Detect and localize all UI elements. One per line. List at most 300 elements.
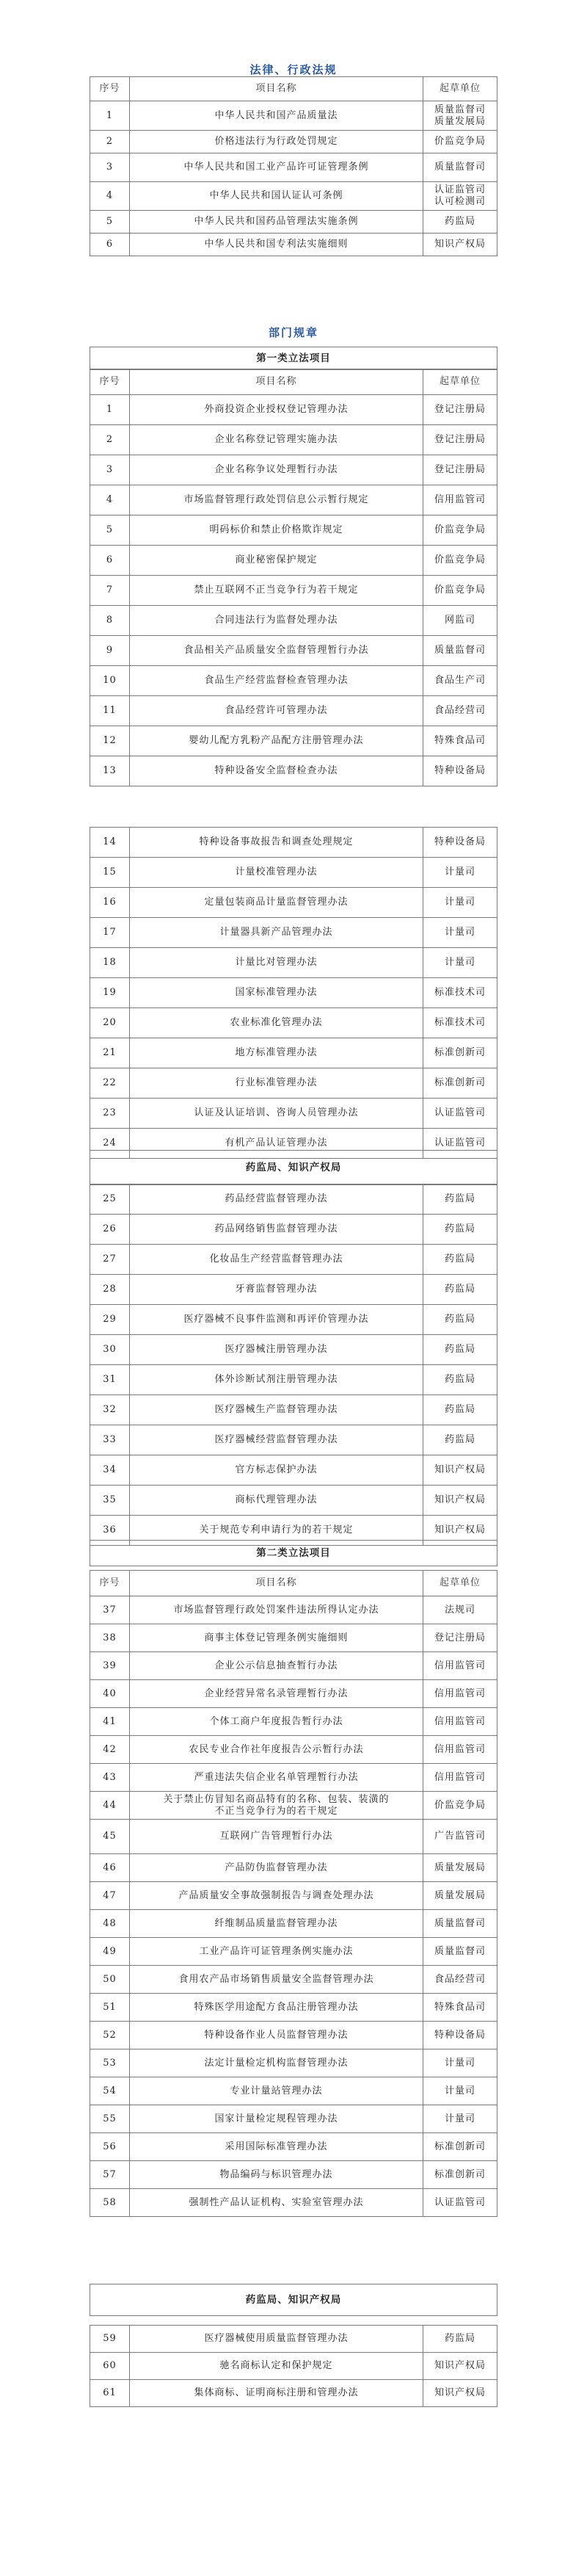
- table-row: [90, 666, 497, 696]
- row-unit: 价监竞争局: [423, 546, 497, 576]
- row-name: 中华人民共和国专利法实施细则: [130, 234, 423, 256]
- table-body: [90, 828, 497, 1159]
- row-name: 婴幼儿配方乳粉产品配方注册管理办法: [130, 726, 423, 756]
- row-seq: 58: [90, 2189, 130, 2217]
- row-seq: 6: [90, 546, 130, 576]
- table-row: [90, 1596, 497, 1624]
- row-seq: 3: [90, 455, 130, 485]
- row-seq: 6: [90, 234, 130, 256]
- row-unit: 计量司: [423, 918, 497, 948]
- row-unit: 特种设备局: [423, 828, 497, 858]
- row-name: 医疗器械生产监督管理办法: [130, 1395, 423, 1425]
- row-name: 工业产品许可证管理条例实施办法: [130, 1938, 423, 1966]
- table-row: [90, 1966, 497, 1994]
- row-name: 农民专业合作社年度报告公示暂行办法: [130, 1736, 423, 1764]
- row-name: 药品网络销售监督管理办法: [130, 1215, 423, 1245]
- row-seq: 40: [90, 1680, 130, 1708]
- row-seq: 51: [90, 1994, 130, 2022]
- row-seq: 20: [90, 1008, 130, 1038]
- row-unit: 信用监管司: [423, 1736, 497, 1764]
- header-name: 项目名称: [130, 369, 423, 395]
- row-name: 认证及认证培训、咨询人员管理办法: [130, 1099, 423, 1129]
- row-seq: 46: [90, 1854, 130, 1882]
- table-header-row: [90, 369, 497, 395]
- table-row: [90, 1882, 497, 1910]
- row-seq: 53: [90, 2049, 130, 2077]
- row-seq: 47: [90, 1882, 130, 1910]
- row-unit: 价监竞争局: [423, 515, 497, 546]
- table-body: [90, 1184, 497, 1546]
- row-unit: 质量监督司: [423, 1910, 497, 1938]
- row-unit: 标准创新司: [423, 2133, 497, 2161]
- table-row: [90, 978, 497, 1008]
- row-unit: 质量发展局: [423, 1854, 497, 1882]
- group-title: 第二类立法项目: [90, 1541, 497, 1566]
- row-unit: 知识产权局: [423, 1486, 497, 1516]
- table-row: [90, 1215, 497, 1245]
- row-name: 食用农产品市场销售质量安全监督管理办法: [130, 1966, 423, 1994]
- row-name: 计量校准管理办法: [130, 858, 423, 888]
- table-row: [90, 1994, 497, 2022]
- row-unit: 计量司: [423, 858, 497, 888]
- header-seq: 序号: [90, 1571, 130, 1596]
- table-row: [90, 1764, 497, 1792]
- table-body: [90, 1571, 497, 2217]
- row-name: 定量包装商品计量监督管理办法: [130, 888, 423, 918]
- row-unit: 认证监管司 认可检测司: [423, 182, 497, 211]
- row-seq: 1: [90, 395, 130, 425]
- group2-table-a: [90, 1570, 497, 2217]
- row-seq: 15: [90, 858, 130, 888]
- row-name: 中华人民共和国产品质量法: [130, 101, 423, 131]
- table-row: [90, 2049, 497, 2077]
- row-unit: 价监竞争局: [423, 576, 497, 606]
- row-name: 驰名商标认定和保护规定: [130, 2353, 423, 2380]
- row-name: 体外诊断试剂注册管理办法: [130, 1365, 423, 1395]
- row-seq: 31: [90, 1365, 130, 1395]
- table-header-row: [90, 77, 497, 101]
- row-seq: 43: [90, 1764, 130, 1792]
- group2-subgroup-title-table: [90, 2284, 497, 2316]
- row-unit: 计量司: [423, 888, 497, 918]
- group1-table-c: [90, 1184, 497, 1546]
- row-unit: 特殊食品司: [423, 1994, 497, 2022]
- row-seq: 24: [90, 1129, 130, 1159]
- row-unit: 信用监管司: [423, 1680, 497, 1708]
- table-row: [90, 1008, 497, 1038]
- section-title-rules: 部门规章: [268, 326, 318, 339]
- table-row: [90, 888, 497, 918]
- row-seq: 56: [90, 2133, 130, 2161]
- row-name: 中华人民共和国认证认可条例: [130, 182, 423, 211]
- table-row: [90, 1335, 497, 1365]
- row-seq: 8: [90, 606, 130, 636]
- row-name: 严重违法失信企业名单管理暂行办法: [130, 1764, 423, 1792]
- row-unit: 药监局: [423, 1184, 497, 1215]
- table-row: [90, 1099, 497, 1129]
- row-name: 中华人民共和国药品管理法实施条例: [130, 211, 423, 234]
- row-seq: 37: [90, 1596, 130, 1624]
- row-name: 化妆品生产经营监督管理办法: [130, 1245, 423, 1275]
- header-unit: 起草单位: [423, 369, 497, 395]
- row-seq: 41: [90, 1708, 130, 1736]
- row-unit: 药监局: [423, 1275, 497, 1305]
- row-unit: 质量发展局: [423, 1882, 497, 1910]
- table-row: [90, 1425, 497, 1455]
- row-unit: 认证监管司: [423, 1129, 497, 1159]
- row-unit: 价监竞争局: [423, 131, 497, 153]
- row-name: 医疗器械使用质量监督管理办法: [130, 2326, 423, 2353]
- row-name: 食品相关产品质量安全监督管理暂行办法: [130, 636, 423, 666]
- table-row: [90, 918, 497, 948]
- table-row: [90, 2105, 497, 2133]
- row-unit: 信用监管司: [423, 1652, 497, 1680]
- table-row: [90, 1792, 497, 1820]
- row-name: 外商投资企业授权登记管理办法: [130, 395, 423, 425]
- row-seq: 5: [90, 515, 130, 546]
- row-seq: 7: [90, 576, 130, 606]
- table-row: [90, 1184, 497, 1215]
- row-unit: 药监局: [423, 1335, 497, 1365]
- row-name: 国家标准管理办法: [130, 978, 423, 1008]
- header-unit: 起草单位: [423, 77, 497, 101]
- row-name: 强制性产品认证机构、实验室管理办法: [130, 2189, 423, 2217]
- row-seq: 21: [90, 1038, 130, 1068]
- row-seq: 11: [90, 696, 130, 726]
- row-unit: 标准创新司: [423, 2161, 497, 2189]
- row-name: 中华人民共和国工业产品许可证管理条例: [130, 153, 423, 182]
- row-unit: 计量司: [423, 2077, 497, 2105]
- table-row: [90, 1486, 497, 1516]
- table-row: [90, 1680, 497, 1708]
- row-unit: 知识产权局: [423, 234, 497, 256]
- row-unit: 法规司: [423, 1596, 497, 1624]
- header-name: 项目名称: [130, 77, 423, 101]
- row-seq: 55: [90, 2105, 130, 2133]
- row-unit: 特种设备局: [423, 756, 497, 786]
- row-name: 关于规范专利申请行为的若干规定: [130, 1516, 423, 1546]
- row-unit: 质量监督司: [423, 636, 497, 666]
- table-row: [90, 756, 497, 786]
- table-row: [90, 2189, 497, 2217]
- table-row: [90, 2380, 497, 2407]
- row-name: 计量器具新产品管理办法: [130, 918, 423, 948]
- table-row: [90, 1820, 497, 1854]
- row-unit: 登记注册局: [423, 425, 497, 455]
- table-body: [90, 2326, 497, 2407]
- row-seq: 19: [90, 978, 130, 1008]
- row-name: 商事主体登记管理条例实施细则: [130, 1624, 423, 1652]
- row-unit: 药监局: [423, 1245, 497, 1275]
- row-name: 禁止互联网不正当竞争行为若干规定: [130, 576, 423, 606]
- row-seq: 45: [90, 1820, 130, 1854]
- row-seq: 25: [90, 1184, 130, 1215]
- row-unit: 食品经营司: [423, 696, 497, 726]
- table-row: [90, 2353, 497, 2380]
- row-seq: 30: [90, 1335, 130, 1365]
- row-seq: 18: [90, 948, 130, 978]
- row-name: 商标代理管理办法: [130, 1486, 423, 1516]
- row-name: 食品生产经营监督检查管理办法: [130, 666, 423, 696]
- table-row: [90, 182, 497, 211]
- row-unit: 知识产权局: [423, 2380, 497, 2407]
- table-body: [90, 77, 497, 256]
- table-row: [90, 485, 497, 515]
- row-seq: 32: [90, 1395, 130, 1425]
- row-seq: 12: [90, 726, 130, 756]
- row-seq: 60: [90, 2353, 130, 2380]
- row-unit: 计量司: [423, 2049, 497, 2077]
- row-seq: 35: [90, 1486, 130, 1516]
- row-name: 集体商标、证明商标注册和管理办法: [130, 2380, 423, 2407]
- row-unit: 知识产权局: [423, 1455, 497, 1486]
- table-row: [90, 726, 497, 756]
- row-seq: 5: [90, 211, 130, 234]
- table-body: [90, 369, 497, 786]
- row-unit: 计量司: [423, 948, 497, 978]
- row-name: 医疗器械注册管理办法: [130, 1335, 423, 1365]
- row-name: 企业经营异常名录管理暂行办法: [130, 1680, 423, 1708]
- row-name: 官方标志保护办法: [130, 1455, 423, 1486]
- group1-subgroup-title-table: [90, 1150, 497, 1185]
- row-unit: 食品经营司: [423, 1966, 497, 1994]
- row-seq: 27: [90, 1245, 130, 1275]
- row-unit: 知识产权局: [423, 1516, 497, 1546]
- row-unit: 药监局: [423, 1215, 497, 1245]
- row-seq: 48: [90, 1910, 130, 1938]
- row-name: 牙膏监督管理办法: [130, 1275, 423, 1305]
- row-name: 企业公示信息抽查暂行办法: [130, 1652, 423, 1680]
- table-row: [90, 131, 497, 153]
- group2-table-b: [90, 2325, 497, 2407]
- row-unit: 信用监管司: [423, 1708, 497, 1736]
- row-seq: 2: [90, 131, 130, 153]
- row-seq: 3: [90, 153, 130, 182]
- table-row: [90, 1365, 497, 1395]
- table-row: [90, 1854, 497, 1882]
- row-name: 地方标准管理办法: [130, 1038, 423, 1068]
- header-seq: 序号: [90, 77, 130, 101]
- row-name: 明码标价和禁止价格欺诈规定: [130, 515, 423, 546]
- table-row: [90, 425, 497, 455]
- row-name: 有机产品认证管理办法: [130, 1129, 423, 1159]
- row-unit: 药监局: [423, 1365, 497, 1395]
- row-seq: 9: [90, 636, 130, 666]
- row-name: 市场监督管理行政处罚案件违法所得认定办法: [130, 1596, 423, 1624]
- row-seq: 23: [90, 1099, 130, 1129]
- row-seq: 22: [90, 1068, 130, 1099]
- row-name: 关于禁止仿冒知名商品特有的名称、包装、装潢的 不正当竞争行为的若干规定: [130, 1792, 423, 1820]
- row-name: 物品编码与标识管理办法: [130, 2161, 423, 2189]
- table-row: [90, 101, 497, 131]
- row-seq: 49: [90, 1938, 130, 1966]
- group1-title-table: [90, 347, 497, 370]
- table-row: [90, 2133, 497, 2161]
- row-name: 产品防伪监督管理办法: [130, 1854, 423, 1882]
- table-row: [90, 1455, 497, 1486]
- row-unit: 质量监督司: [423, 1938, 497, 1966]
- row-seq: 4: [90, 485, 130, 515]
- table-row: [90, 2161, 497, 2189]
- row-unit: 标准创新司: [423, 1038, 497, 1068]
- row-name: 采用国际标准管理办法: [130, 2133, 423, 2161]
- table-row: [90, 455, 497, 485]
- row-unit: 质量监督司 质量发展局: [423, 101, 497, 131]
- row-seq: 17: [90, 918, 130, 948]
- row-name: 国家计量检定规程管理办法: [130, 2105, 423, 2133]
- table-row: [90, 858, 497, 888]
- row-unit: 登记注册局: [423, 395, 497, 425]
- row-name: 市场监督管理行政处罚信息公示暂行规定: [130, 485, 423, 515]
- table-row: [90, 1275, 497, 1305]
- row-unit: 登记注册局: [423, 455, 497, 485]
- table-row: [90, 948, 497, 978]
- row-unit: 药监局: [423, 1395, 497, 1425]
- row-seq: 29: [90, 1305, 130, 1335]
- row-name: 特殊医学用途配方食品注册管理办法: [130, 1994, 423, 2022]
- row-seq: 44: [90, 1792, 130, 1820]
- row-unit: 标准创新司: [423, 1068, 497, 1099]
- table-row: [90, 395, 497, 425]
- row-name: 互联网广告管理暂行办法: [130, 1820, 423, 1854]
- row-seq: 13: [90, 756, 130, 786]
- table-row: [90, 2326, 497, 2353]
- row-seq: 26: [90, 1215, 130, 1245]
- row-seq: 4: [90, 182, 130, 211]
- row-seq: 10: [90, 666, 130, 696]
- subgroup-title: 药监局、知识产权局: [90, 1151, 497, 1185]
- row-name: 商业秘密保护规定: [130, 546, 423, 576]
- row-name: 农业标准化管理办法: [130, 1008, 423, 1038]
- group1-table-a: [90, 369, 497, 786]
- table-row: [90, 234, 497, 256]
- row-name: 计量比对管理办法: [130, 948, 423, 978]
- row-unit: 登记注册局: [423, 1624, 497, 1652]
- table-row: [90, 1910, 497, 1938]
- row-name: 个体工商户年度报告暂行办法: [130, 1708, 423, 1736]
- row-unit: 网监司: [423, 606, 497, 636]
- table-row: [90, 2022, 497, 2049]
- row-unit: 标准技术司: [423, 978, 497, 1008]
- row-name: 企业名称争议处理暂行办法: [130, 455, 423, 485]
- row-name: 企业名称登记管理实施办法: [130, 425, 423, 455]
- row-seq: 28: [90, 1275, 130, 1305]
- row-unit: 药监局: [423, 1425, 497, 1455]
- header-unit: 起草单位: [423, 1571, 497, 1596]
- table-row: [90, 828, 497, 858]
- row-name: 专业计量站管理办法: [130, 2077, 423, 2105]
- row-unit: 食品生产司: [423, 666, 497, 696]
- table-row: [90, 1938, 497, 1966]
- row-seq: 50: [90, 1966, 130, 1994]
- row-name: 特种设备作业人员监督管理办法: [130, 2022, 423, 2049]
- row-name: 产品质量安全事故强制报告与调查处理办法: [130, 1882, 423, 1910]
- row-unit: 认证监管司: [423, 1099, 497, 1129]
- row-name: 特种设备事故报告和调查处理规定: [130, 828, 423, 858]
- group2-title-table: [90, 1540, 497, 1566]
- row-unit: 标准技术司: [423, 1008, 497, 1038]
- row-name: 药品经营监督管理办法: [130, 1184, 423, 1215]
- row-name: 特种设备安全监督检查办法: [130, 756, 423, 786]
- row-seq: 61: [90, 2380, 130, 2407]
- header-seq: 序号: [90, 369, 130, 395]
- row-unit: 广告监管司: [423, 1820, 497, 1854]
- group1-table-b: [90, 827, 497, 1159]
- row-seq: 14: [90, 828, 130, 858]
- row-unit: 药监局: [423, 2326, 497, 2353]
- row-seq: 59: [90, 2326, 130, 2353]
- row-unit: 价监竞争局: [423, 1792, 497, 1820]
- row-seq: 38: [90, 1624, 130, 1652]
- row-name: 价格违法行为行政处罚规定: [130, 131, 423, 153]
- row-seq: 1: [90, 101, 130, 131]
- header-name: 项目名称: [130, 1571, 423, 1596]
- table-row: [90, 1038, 497, 1068]
- row-seq: 36: [90, 1516, 130, 1546]
- row-seq: 42: [90, 1736, 130, 1764]
- row-unit: 信用监管司: [423, 485, 497, 515]
- row-seq: 2: [90, 425, 130, 455]
- row-unit: 特殊食品司: [423, 726, 497, 756]
- table-row: [90, 1624, 497, 1652]
- section-title-laws: 法律、行政法规: [249, 63, 338, 76]
- row-seq: 33: [90, 1425, 130, 1455]
- table-row: [90, 696, 497, 726]
- table-header-row: [90, 1571, 497, 1596]
- row-unit: 药监局: [423, 211, 497, 234]
- table-row: [90, 546, 497, 576]
- row-unit: 信用监管司: [423, 1764, 497, 1792]
- table-row: [90, 153, 497, 182]
- row-seq: 34: [90, 1455, 130, 1486]
- table-row: [90, 1736, 497, 1764]
- laws-table: [90, 76, 497, 256]
- row-seq: 16: [90, 888, 130, 918]
- row-unit: 认证监管司: [423, 2189, 497, 2217]
- table-row: [90, 1708, 497, 1736]
- row-name: 行业标准管理办法: [130, 1068, 423, 1099]
- row-unit: 药监局: [423, 1305, 497, 1335]
- row-seq: 57: [90, 2161, 130, 2189]
- row-name: 纤维制品质量监督管理办法: [130, 1910, 423, 1938]
- table-row: [90, 1068, 497, 1099]
- subgroup-title: 药监局、知识产权局: [90, 2284, 497, 2316]
- row-seq: 52: [90, 2022, 130, 2049]
- table-row: [90, 606, 497, 636]
- row-name: 合同违法行为监督处理办法: [130, 606, 423, 636]
- table-row: [90, 636, 497, 666]
- row-seq: 54: [90, 2077, 130, 2105]
- row-name: 医疗器械不良事件监测和再评价管理办法: [130, 1305, 423, 1335]
- row-seq: 39: [90, 1652, 130, 1680]
- row-name: 医疗器械经营监督管理办法: [130, 1425, 423, 1455]
- table-row: [90, 1305, 497, 1335]
- table-row: [90, 576, 497, 606]
- table-row: [90, 1652, 497, 1680]
- table-row: [90, 1395, 497, 1425]
- row-unit: 计量司: [423, 2105, 497, 2133]
- row-name: 法定计量检定机构监督管理办法: [130, 2049, 423, 2077]
- row-unit: 质量监督司: [423, 153, 497, 182]
- group-title: 第一类立法项目: [90, 347, 497, 370]
- row-name: 食品经营许可管理办法: [130, 696, 423, 726]
- table-row: [90, 515, 497, 546]
- table-row: [90, 211, 497, 234]
- row-unit: 特种设备局: [423, 2022, 497, 2049]
- row-unit: 知识产权局: [423, 2353, 497, 2380]
- table-row: [90, 1245, 497, 1275]
- table-row: [90, 2077, 497, 2105]
